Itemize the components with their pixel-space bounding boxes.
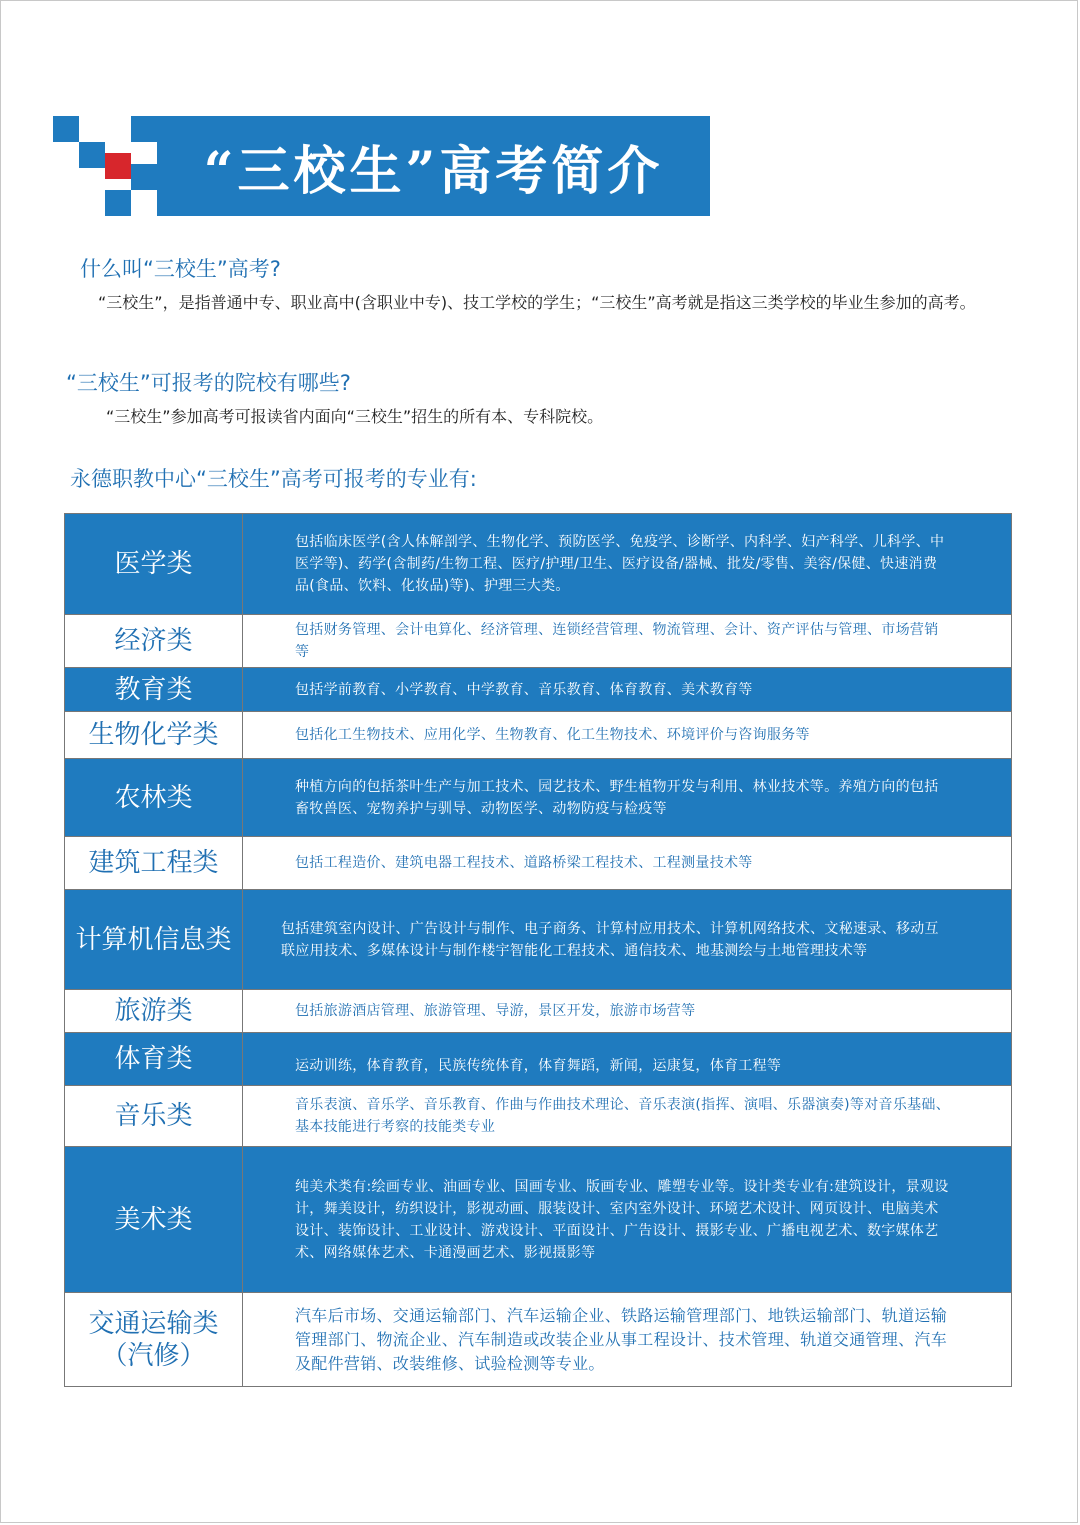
- answer-which-schools: “三校生”参加高考可报读省内面向“三校生”招生的所有本、专科院校。: [106, 407, 604, 426]
- table-row: [65, 1292, 1011, 1386]
- table-row: [65, 1085, 1011, 1146]
- major-category: 经济类: [65, 615, 243, 667]
- decor-square-blue: [131, 164, 157, 190]
- table-row: [65, 989, 1011, 1032]
- major-description: 运动训练，体育教育，民族传统体育，体育舞蹈，新闻，运康复，体育工程等: [295, 1058, 782, 1074]
- table-row: [65, 711, 1011, 758]
- decor-square-blue: [79, 142, 105, 168]
- answer-what-is: “三校生”，是指普通中专、职业高中(含职业中专)、技工学校的学生；“三校生”高考就是指这三类学校的毕业生参加的高考。: [98, 293, 976, 312]
- page-title: “三校生”高考简介: [157, 116, 710, 216]
- major-category: 美术类: [65, 1147, 243, 1292]
- table-row: [65, 836, 1011, 889]
- major-description: 种植方向的包括茶叶生产与加工技术、园艺技术、野生植物开发与利用、林业技术等。养殖方向的包括畜牧兽医、宠物养护与驯导、动物医学、动物防疫与检疫等: [295, 778, 939, 817]
- major-description: 包括建筑室内设计、广告设计与制作、电子商务、计算村应用技术、计算机网络技术、文秘速录、移动互联应用技术、多媒体设计与制作楼宇智能化工程技术、通信技术、地基测绘与土地管理技术等: [281, 920, 939, 959]
- major-category: 生物化学类: [65, 712, 243, 758]
- decor-square-blue: [105, 190, 131, 216]
- major-category: 交通运输类（汽修）: [65, 1293, 243, 1386]
- major-description: 汽车后市场、交通运输部门、汽车运输企业、铁路运输管理部门、地铁运输部门、轨道运输管理部门、物流企业、汽车制造或改装企业从事工程设计、技术管理、轨道交通管理、汽车及配件营销、改装维修、试验检测等专业。: [295, 1305, 948, 1373]
- table-row: [65, 1146, 1011, 1292]
- question-which-schools: “三校生”可报考的院校有哪些?: [66, 371, 351, 395]
- major-category: 体育类: [65, 1033, 243, 1085]
- major-description: 包括工程造价、建筑电器工程技术、道路桥梁工程技术、工程测量技术等: [295, 855, 753, 871]
- major-category: 计算机信息类: [65, 890, 243, 989]
- major-description: 音乐表演、音乐学、音乐教育、作曲与作曲技术理论、音乐表演(指挥、演唱、乐器演奏)等对音乐基础、基本技能进行考察的技能类专业: [295, 1097, 951, 1135]
- table-row: [65, 614, 1011, 667]
- table-row: [65, 667, 1011, 711]
- major-category: 旅游类: [65, 990, 243, 1032]
- table-row: [65, 889, 1011, 989]
- majors-table: [64, 513, 1012, 1387]
- major-category: 教育类: [65, 668, 243, 711]
- major-category: 音乐类: [65, 1086, 243, 1146]
- major-description: 包括财务管理、会计电算化、经济管理、连锁经营管理、物流管理、会计、资产评估与管理、市场营销等: [295, 622, 939, 660]
- major-category: 农林类: [65, 759, 243, 836]
- major-description: 纯美术类有:绘画专业、油画专业、国画专业、版画专业、雕塑专业等。设计类专业有:建筑设计，景观设计，舞美设计，纺织设计，影视动画、服装设计、室内室外设计、环境艺术设计、网页设计、电脑美术设计、装饰设计、工业设计、游戏设计、平面设计、广告设计、摄影专业、广播电视艺术、数字媒体艺术、网络媒体艺术、卡通漫画艺术、影视摄影等: [295, 1178, 949, 1261]
- major-description: 包括旅游酒店管理、旅游管理、导游，景区开发，旅游市场营等: [295, 1003, 696, 1019]
- major-category: 建筑工程类: [65, 837, 243, 889]
- major-description: 包括学前教育、小学教育、中学教育、音乐教育、体育教育、美术教育等: [295, 681, 753, 698]
- decor-square-red: [105, 153, 131, 179]
- majors-heading: 永德职教中心“三校生”高考可报考的专业有:: [70, 467, 477, 491]
- table-row: [65, 758, 1011, 836]
- decor-square-blue: [53, 116, 79, 142]
- major-category: 医学类: [65, 514, 243, 614]
- table-row: [65, 1032, 1011, 1085]
- major-description: 包括化工生物技术、应用化学、生物教育、化工生物技术、环境评价与咨询服务等: [295, 727, 810, 743]
- table-row: [65, 514, 1011, 614]
- question-what-is: 什么叫“三校生”高考?: [80, 257, 281, 281]
- major-description: 包括临床医学(含人体解剖学、生物化学、预防医学、免疫学、诊断学、内科学、妇产科学、儿科学、中医学等)、药学(含制药/生物工程、医疗/护理/卫生、医疗设备/器械、批发/零售、美容/保健、快速消费品(食品、饮料、化妆品)等)、护理三大类。: [295, 534, 945, 594]
- decor-square-blue: [131, 116, 157, 142]
